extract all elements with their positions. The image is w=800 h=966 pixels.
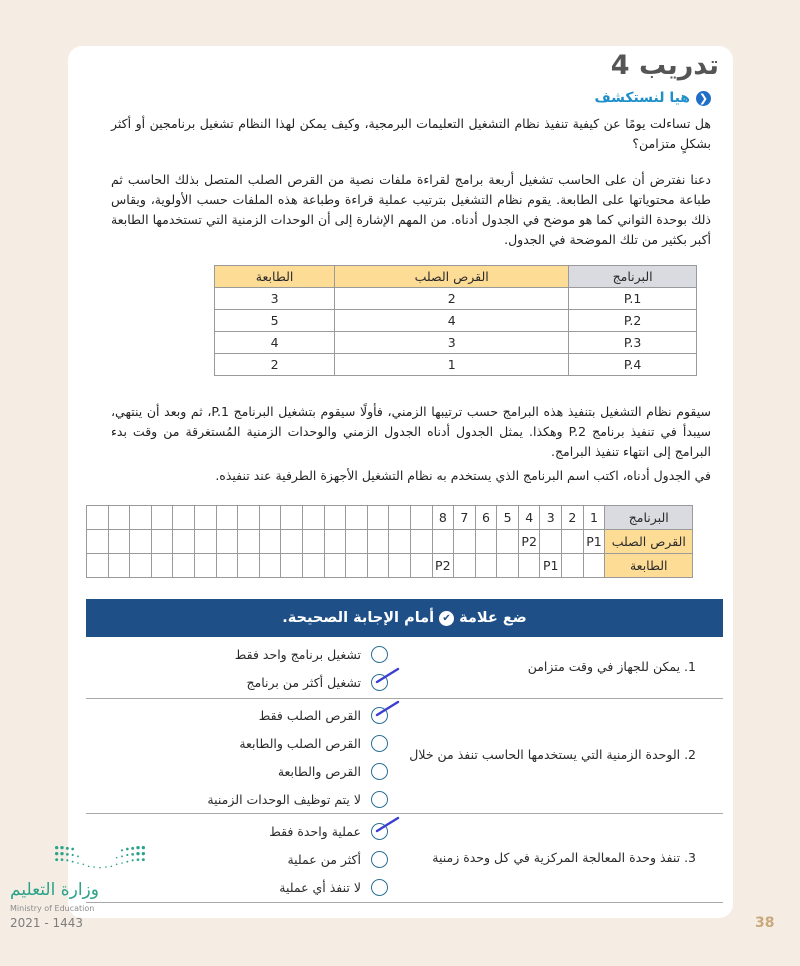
option-label: أكثر من عملية — [287, 851, 361, 867]
slot-cell — [367, 506, 389, 530]
disk-cell[interactable] — [432, 530, 454, 554]
disk-cell[interactable] — [281, 530, 303, 554]
cell-printer: 3 — [215, 288, 335, 310]
ministry-name-english: Ministry of Education — [10, 904, 95, 913]
printer-cell[interactable] — [497, 554, 519, 578]
question-1 — [86, 637, 723, 699]
row-label-disk: القرص الصلب — [605, 530, 693, 554]
radio-circle-icon[interactable] — [371, 851, 388, 868]
disk-cell[interactable]: P2 — [518, 530, 540, 554]
option-label: تشغيل برنامج واحد فقط — [234, 646, 361, 662]
slot-cell: 4 — [518, 506, 540, 530]
timeline-table — [86, 505, 693, 578]
worksheet-card — [68, 46, 733, 918]
question-2 — [86, 699, 723, 814]
table-row — [215, 332, 697, 354]
mcq-instruction-banner — [86, 599, 723, 637]
disk-cell[interactable] — [475, 530, 497, 554]
printer-cell[interactable] — [194, 554, 216, 578]
option-label: القرص والطابعة — [277, 763, 361, 779]
disk-cell[interactable] — [389, 530, 411, 554]
option-label: لا تنفذ أي عملية — [279, 879, 361, 895]
slot-cell — [346, 506, 368, 530]
slot-cell — [173, 506, 195, 530]
question-text: 2. الوحدة الزمنية التي يستخدمها الحاسب تنفذ من خلال — [409, 747, 696, 762]
disk-cell[interactable] — [346, 530, 368, 554]
slot-cell — [324, 506, 346, 530]
slot-cell — [389, 506, 411, 530]
checkmark-icon — [374, 700, 400, 722]
ministry-name-arabic: وزارة التعليم — [10, 880, 99, 900]
timeline-row-printer — [87, 554, 693, 578]
slot-cell — [194, 506, 216, 530]
disk-cell[interactable] — [454, 530, 476, 554]
disk-cell[interactable] — [540, 530, 562, 554]
printer-cell[interactable] — [173, 554, 195, 578]
row-label-program: البرنامج — [605, 506, 693, 530]
printer-cell[interactable] — [324, 554, 346, 578]
printer-cell[interactable] — [346, 554, 368, 578]
slot-cell — [130, 506, 152, 530]
disk-cell[interactable] — [194, 530, 216, 554]
option-radio-checked[interactable] — [258, 701, 388, 729]
slot-cell: 8 — [432, 506, 454, 530]
radio-circle-icon[interactable] — [371, 823, 388, 840]
radio-circle-icon[interactable] — [371, 674, 388, 691]
disk-cell[interactable] — [151, 530, 173, 554]
slot-cell: 1 — [583, 506, 605, 530]
instruction-text: في الجدول أدناه، اكتب اسم البرنامج الذي يستخدم به نظام التشغيل الأجهزة الطرفية عند تنفيذه. — [215, 468, 711, 483]
row-label-printer: الطابعة — [605, 554, 693, 578]
option-radio[interactable] — [268, 845, 388, 873]
disk-cell[interactable] — [87, 530, 109, 554]
checkmark-icon — [374, 816, 400, 838]
table-row — [215, 288, 697, 310]
intro-question: هل تساءلت يومًا عن كيفية تنفيذ نظام التشغيل التعليمات البرمجية، وكيف يمكن لهذا النظام تشغيل برنامجين أو أكثر بشكلٍ متزامن؟ — [111, 116, 711, 151]
option-label: تشغيل أكثر من برنامج — [246, 674, 361, 690]
cell-printer: 4 — [215, 332, 335, 354]
option-radio[interactable] — [234, 640, 388, 668]
printer-cell[interactable] — [130, 554, 152, 578]
slot-cell — [302, 506, 324, 530]
printer-cell[interactable] — [475, 554, 497, 578]
option-radio[interactable] — [207, 785, 388, 813]
cell-disk: 3 — [335, 332, 569, 354]
printer-cell[interactable] — [259, 554, 281, 578]
printer-cell[interactable] — [151, 554, 173, 578]
radio-circle-icon[interactable] — [371, 763, 388, 780]
printer-cell[interactable]: P1 — [540, 554, 562, 578]
question-text: 1. يمكن للجهاز في وقت متزامن — [527, 659, 696, 674]
slot-cell — [87, 506, 109, 530]
cell-disk: 1 — [335, 354, 569, 376]
radio-circle-icon[interactable] — [371, 735, 388, 752]
printer-cell[interactable] — [238, 554, 260, 578]
cell-program: P.3 — [569, 332, 697, 354]
option-radio[interactable] — [239, 729, 388, 757]
header-printer: الطابعة — [215, 266, 335, 288]
table-row — [215, 310, 697, 332]
radio-circle-icon[interactable] — [371, 646, 388, 663]
question-3 — [86, 814, 723, 903]
printer-cell[interactable] — [389, 554, 411, 578]
option-radio[interactable] — [268, 757, 388, 785]
slot-cell — [281, 506, 303, 530]
printer-cell[interactable] — [216, 554, 238, 578]
header-program: البرنامج — [569, 266, 697, 288]
option-label: عملية واحدة فقط — [269, 823, 361, 839]
disk-cell[interactable] — [367, 530, 389, 554]
slot-cell: 3 — [540, 506, 562, 530]
slot-cell — [259, 506, 281, 530]
timeline-row-slots — [87, 506, 693, 530]
disk-cell[interactable] — [108, 530, 130, 554]
timeline-row-disk — [87, 530, 693, 554]
scenario-paragraph: دعنا نفترض أن على الحاسب تشغيل أربعة برامج لقراءة ملفات نصية من القرص الصلب المتصل بذلك الحاسب ثم طباعة محتوياتها على الطابعة. يقوم نظام التشغيل بترتيب عملية قراءة وطباعة هذه الملفات حسب الأولوية، ويقاس ذلك بوحدة الثواني كما هو موضح في الجدول أدناه. من المهم الإشارة إلى أن الوحدات الزمنية التي تستخدمها الطابعة أكبر بكثير من تلك الموضحة في الجدول. — [111, 172, 711, 247]
slot-cell — [410, 506, 432, 530]
mcq-header-suffix: أمام الإجابة الصحيحة. — [282, 610, 435, 626]
option-label: لا يتم توظيف الوحدات الزمنية — [207, 791, 361, 807]
exercise-title: تدريب 4 — [610, 50, 719, 81]
disk-cell[interactable] — [302, 530, 324, 554]
cell-program: P.1 — [569, 288, 697, 310]
cell-program: P.4 — [569, 354, 697, 376]
cell-printer: 5 — [215, 310, 335, 332]
disk-cell[interactable] — [324, 530, 346, 554]
option-radio-checked[interactable] — [268, 817, 388, 845]
option-label: القرص الصلب والطابعة — [239, 735, 361, 751]
disk-cell[interactable] — [259, 530, 281, 554]
option-label: القرص الصلب فقط — [258, 707, 361, 723]
disk-cell[interactable] — [173, 530, 195, 554]
radio-circle-icon[interactable] — [371, 707, 388, 724]
disk-cell[interactable] — [497, 530, 519, 554]
printer-cell[interactable] — [583, 554, 605, 578]
disk-cell[interactable] — [216, 530, 238, 554]
execution-paragraph: سيقوم نظام التشغيل بتنفيذ هذه البرامج حسب ترتيبها الزمني، فأولًا سيقوم بتشغيل البرنامج P.1، ثم وبعد أن ينتهي، سيبدأ في تنفيذ برنامج P.2 وهكذا. يمثل الجدول أدناه الجدول الزمني والوحدات الزمنية المُستغرقة من وقت بدء البرامج إلى انتهاء تنفيذ البرامج. — [111, 404, 711, 459]
check-circle-icon: ✔ — [439, 611, 454, 626]
cell-program: P.2 — [569, 310, 697, 332]
slot-cell — [238, 506, 260, 530]
slot-cell: 7 — [454, 506, 476, 530]
question-text: 3. تنفذ وحدة المعالجة المركزية في كل وحدة زمنية — [432, 850, 696, 865]
header-disk: القرص الصلب — [335, 266, 569, 288]
slot-cell — [108, 506, 130, 530]
option-radio-checked[interactable] — [246, 668, 388, 696]
chevron-left-icon: ❮ — [696, 91, 711, 106]
disk-cell[interactable] — [562, 530, 584, 554]
radio-circle-icon[interactable] — [371, 879, 388, 896]
printer-cell[interactable] — [518, 554, 540, 578]
disk-cell[interactable] — [410, 530, 432, 554]
printer-cell[interactable] — [281, 554, 303, 578]
disk-cell[interactable] — [238, 530, 260, 554]
slot-cell: 2 — [562, 506, 584, 530]
printer-cell[interactable] — [302, 554, 324, 578]
cell-disk: 2 — [335, 288, 569, 310]
slot-cell — [151, 506, 173, 530]
printer-cell[interactable] — [108, 554, 130, 578]
ministry-logo-dots-icon — [50, 842, 150, 872]
subtitle-label: هيا لنستكشف — [594, 90, 690, 106]
disk-cell[interactable]: P1 — [583, 530, 605, 554]
printer-cell[interactable] — [367, 554, 389, 578]
slot-cell — [216, 506, 238, 530]
disk-cell[interactable] — [130, 530, 152, 554]
printer-cell[interactable] — [87, 554, 109, 578]
table-row — [215, 354, 697, 376]
programs-table — [214, 265, 697, 376]
academic-year: 2021 - 1443 — [10, 916, 84, 930]
section-subtitle — [594, 90, 711, 106]
printer-cell[interactable] — [410, 554, 432, 578]
cell-printer: 2 — [215, 354, 335, 376]
printer-cell[interactable] — [454, 554, 476, 578]
cell-disk: 4 — [335, 310, 569, 332]
checkmark-icon — [374, 667, 400, 689]
printer-cell[interactable] — [562, 554, 584, 578]
radio-circle-icon[interactable] — [371, 791, 388, 808]
table-header-row — [215, 266, 697, 288]
option-radio[interactable] — [268, 873, 388, 901]
slot-cell: 6 — [475, 506, 497, 530]
page-number: 38 — [755, 915, 775, 931]
slot-cell: 5 — [497, 506, 519, 530]
mcq-header-text: ضع علامة — [459, 610, 527, 626]
printer-cell[interactable]: P2 — [432, 554, 454, 578]
